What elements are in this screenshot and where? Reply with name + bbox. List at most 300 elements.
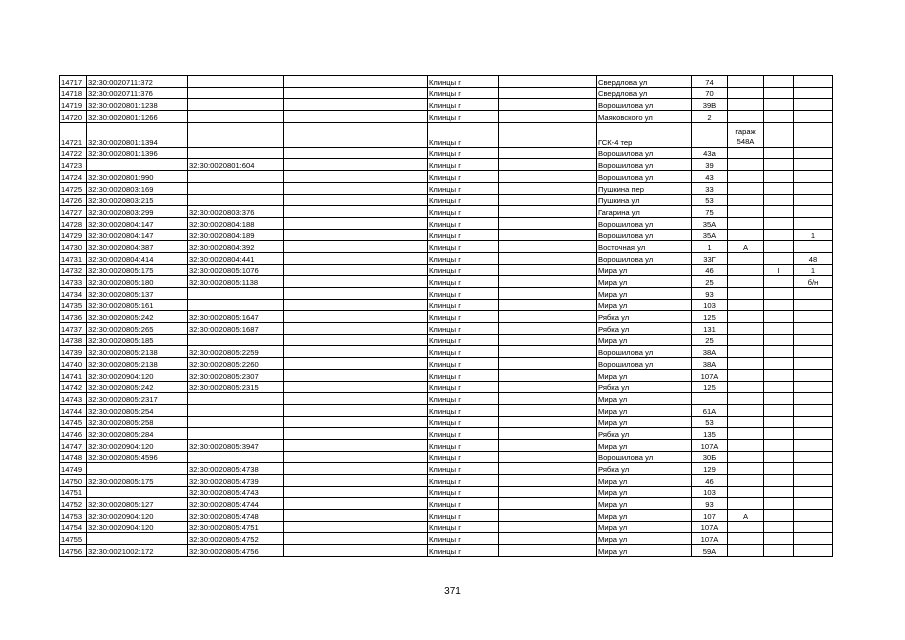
cell-city: Клинцы г <box>428 498 499 510</box>
cell-parent-cadastral-number: 32:30:0020803:376 <box>188 206 284 218</box>
cell-blank-column <box>499 299 597 311</box>
cell-building <box>728 498 764 510</box>
cell-blank-column <box>284 498 428 510</box>
cell-house-number: 59А <box>692 545 728 557</box>
cell-house-number: 33Г <box>692 252 728 264</box>
table-row <box>60 159 833 171</box>
cell-blank-column <box>284 99 428 111</box>
page-number: 371 <box>444 586 461 597</box>
table-row <box>60 346 833 358</box>
cell-structure <box>764 241 794 253</box>
cell-blank-column <box>499 241 597 253</box>
cell-apartment <box>794 206 833 218</box>
cell-structure <box>764 99 794 111</box>
cell-blank-column <box>284 404 428 416</box>
cell-row-number: 14737 <box>60 323 87 335</box>
cell-structure <box>764 369 794 381</box>
cell-city: Клинцы г <box>428 311 499 323</box>
cell-parent-cadastral-number <box>188 451 284 463</box>
cell-blank-column <box>499 252 597 264</box>
table-row <box>60 498 833 510</box>
cell-city: Клинцы г <box>428 323 499 335</box>
registry-table-body <box>60 76 833 557</box>
cell-apartment <box>794 346 833 358</box>
cell-blank-column <box>284 439 428 451</box>
cell-city: Клинцы г <box>428 334 499 346</box>
cell-parent-cadastral-number <box>188 428 284 440</box>
cell-building <box>728 428 764 440</box>
cell-structure <box>764 194 794 206</box>
cell-row-number: 14719 <box>60 99 87 111</box>
cell-parent-cadastral-number: 32:30:0020805:2260 <box>188 358 284 370</box>
cell-house-number: 43 <box>692 171 728 183</box>
cell-building <box>728 475 764 487</box>
cell-house-number: 43а <box>692 147 728 159</box>
cell-row-number: 14754 <box>60 521 87 533</box>
cell-parent-cadastral-number <box>188 334 284 346</box>
cell-blank-column <box>284 276 428 288</box>
cell-blank-column <box>284 533 428 545</box>
cell-structure <box>764 475 794 487</box>
cell-cadastral-number: 32:30:0021002:172 <box>87 545 188 557</box>
cell-row-number: 14720 <box>60 111 87 123</box>
cell-house-number: 107 <box>692 510 728 522</box>
cell-street: Ворошилова ул <box>597 99 692 111</box>
cell-blank-column <box>284 334 428 346</box>
cell-building <box>728 439 764 451</box>
table-row <box>60 99 833 111</box>
cell-parent-cadastral-number: 32:30:0020805:1687 <box>188 323 284 335</box>
cell-street: Ворошилова ул <box>597 346 692 358</box>
cell-row-number: 14726 <box>60 194 87 206</box>
cell-row-number: 14731 <box>60 252 87 264</box>
cell-structure <box>764 323 794 335</box>
cell-apartment <box>794 182 833 194</box>
cell-parent-cadastral-number <box>188 194 284 206</box>
cell-apartment <box>794 475 833 487</box>
cell-street: Мира ул <box>597 439 692 451</box>
cell-blank-column <box>499 206 597 218</box>
cell-city: Клинцы г <box>428 241 499 253</box>
cell-house-number: 93 <box>692 288 728 300</box>
cell-blank-column <box>499 428 597 440</box>
cell-blank-column <box>499 416 597 428</box>
cell-blank-column <box>499 111 597 123</box>
cell-structure <box>764 358 794 370</box>
table-row <box>60 334 833 346</box>
cell-building <box>728 111 764 123</box>
cell-house-number: 1 <box>692 241 728 253</box>
table-row <box>60 521 833 533</box>
cell-cadastral-number: 32:30:0020801:1266 <box>87 111 188 123</box>
cell-building <box>728 87 764 99</box>
cell-apartment <box>794 381 833 393</box>
table-row <box>60 299 833 311</box>
cell-row-number: 14727 <box>60 206 87 218</box>
cell-parent-cadastral-number <box>188 147 284 159</box>
cell-structure <box>764 393 794 405</box>
cell-blank-column <box>499 171 597 183</box>
registry-table <box>59 75 833 557</box>
cell-cadastral-number <box>87 486 188 498</box>
cell-blank-column <box>284 147 428 159</box>
cell-parent-cadastral-number: 32:30:0020805:2259 <box>188 346 284 358</box>
cell-apartment: 1 <box>794 264 833 276</box>
cell-parent-cadastral-number <box>188 288 284 300</box>
cell-building <box>728 217 764 229</box>
cell-building: А <box>728 241 764 253</box>
cell-house-number: 107А <box>692 369 728 381</box>
cell-parent-cadastral-number: 32:30:0020805:2315 <box>188 381 284 393</box>
cell-blank-column <box>499 404 597 416</box>
cell-structure <box>764 122 794 147</box>
cell-blank-column <box>499 393 597 405</box>
cell-row-number: 14722 <box>60 147 87 159</box>
cell-structure <box>764 533 794 545</box>
cell-cadastral-number: 32:30:0020805:185 <box>87 334 188 346</box>
table-row <box>60 76 833 88</box>
cell-structure <box>764 404 794 416</box>
cell-structure <box>764 416 794 428</box>
cell-structure <box>764 276 794 288</box>
cell-street: Ворошилова ул <box>597 159 692 171</box>
cell-building <box>728 299 764 311</box>
cell-house-number: 107А <box>692 533 728 545</box>
cell-apartment <box>794 288 833 300</box>
cell-blank-column <box>499 76 597 88</box>
cell-apartment <box>794 439 833 451</box>
cell-apartment <box>794 217 833 229</box>
cell-city: Клинцы г <box>428 393 499 405</box>
cell-row-number: 14748 <box>60 451 87 463</box>
cell-city: Клинцы г <box>428 510 499 522</box>
cell-structure <box>764 111 794 123</box>
cell-blank-column <box>499 369 597 381</box>
cell-cadastral-number: 32:30:0020803:215 <box>87 194 188 206</box>
cell-street: Мира ул <box>597 288 692 300</box>
cell-house-number: 38А <box>692 346 728 358</box>
cell-house-number: 61А <box>692 404 728 416</box>
cell-house-number: 46 <box>692 264 728 276</box>
cell-street: Мира ул <box>597 404 692 416</box>
table-row <box>60 111 833 123</box>
cell-cadastral-number: 32:30:0020803:169 <box>87 182 188 194</box>
cell-row-number: 14730 <box>60 241 87 253</box>
cell-structure <box>764 159 794 171</box>
cell-street: Мира ул <box>597 264 692 276</box>
cell-structure: I <box>764 264 794 276</box>
cell-building <box>728 264 764 276</box>
cell-apartment <box>794 111 833 123</box>
cell-blank-column <box>499 229 597 241</box>
cell-building <box>728 393 764 405</box>
cell-apartment <box>794 416 833 428</box>
cell-apartment <box>794 122 833 147</box>
cell-street: Гагарина ул <box>597 206 692 218</box>
cell-blank-column <box>499 99 597 111</box>
table-row <box>60 416 833 428</box>
cell-row-number: 14729 <box>60 229 87 241</box>
cell-parent-cadastral-number <box>188 404 284 416</box>
cell-house-number: 107А <box>692 521 728 533</box>
cell-parent-cadastral-number: 32:30:0020805:4738 <box>188 463 284 475</box>
cell-row-number: 14734 <box>60 288 87 300</box>
cell-street: Ворошилова ул <box>597 217 692 229</box>
cell-house-number: 2 <box>692 111 728 123</box>
cell-house-number: 74 <box>692 76 728 88</box>
cell-parent-cadastral-number: 32:30:0020804:392 <box>188 241 284 253</box>
cell-building <box>728 358 764 370</box>
cell-street: Рябка ул <box>597 323 692 335</box>
cell-parent-cadastral-number <box>188 393 284 405</box>
cell-house-number: 103 <box>692 486 728 498</box>
cell-building <box>728 147 764 159</box>
cell-house-number: 125 <box>692 381 728 393</box>
cell-row-number: 14736 <box>60 311 87 323</box>
cell-building <box>728 194 764 206</box>
cell-blank-column <box>499 288 597 300</box>
cell-apartment <box>794 358 833 370</box>
table-row <box>60 463 833 475</box>
cell-city: Клинцы г <box>428 111 499 123</box>
cell-city: Клинцы г <box>428 346 499 358</box>
cell-building <box>728 346 764 358</box>
cell-street: Мира ул <box>597 393 692 405</box>
cell-street: Ворошилова ул <box>597 229 692 241</box>
cell-cadastral-number: 32:30:0020804:414 <box>87 252 188 264</box>
cell-blank-column <box>499 510 597 522</box>
cell-blank-column <box>499 217 597 229</box>
cell-house-number: 46 <box>692 475 728 487</box>
cell-apartment: 1 <box>794 229 833 241</box>
cell-blank-column <box>284 510 428 522</box>
cell-cadastral-number: 32:30:0020805:2317 <box>87 393 188 405</box>
cell-city: Клинцы г <box>428 404 499 416</box>
cell-building <box>728 229 764 241</box>
table-row <box>60 510 833 522</box>
cell-blank-column <box>284 428 428 440</box>
cell-city: Клинцы г <box>428 486 499 498</box>
cell-row-number: 14725 <box>60 182 87 194</box>
table-row <box>60 288 833 300</box>
cell-parent-cadastral-number <box>188 122 284 147</box>
cell-cadastral-number: 32:30:0020805:127 <box>87 498 188 510</box>
cell-building <box>728 76 764 88</box>
cell-apartment <box>794 87 833 99</box>
cell-cadastral-number: 32:30:0020804:147 <box>87 217 188 229</box>
cell-house-number: 103 <box>692 299 728 311</box>
cell-structure <box>764 451 794 463</box>
cell-house-number: 135 <box>692 428 728 440</box>
cell-row-number: 14717 <box>60 76 87 88</box>
table-row <box>60 428 833 440</box>
cell-city: Клинцы г <box>428 159 499 171</box>
cell-parent-cadastral-number: 32:30:0020805:1647 <box>188 311 284 323</box>
cell-cadastral-number: 32:30:0020803:299 <box>87 206 188 218</box>
cell-house-number: 35А <box>692 229 728 241</box>
table-row <box>60 545 833 557</box>
cell-cadastral-number <box>87 159 188 171</box>
cell-city: Клинцы г <box>428 182 499 194</box>
cell-building: А <box>728 510 764 522</box>
cell-city: Клинцы г <box>428 369 499 381</box>
cell-row-number: 14740 <box>60 358 87 370</box>
cell-blank-column <box>284 241 428 253</box>
table-row <box>60 533 833 545</box>
cell-row-number: 14752 <box>60 498 87 510</box>
cell-blank-column <box>284 486 428 498</box>
cell-city: Клинцы г <box>428 416 499 428</box>
cell-building <box>728 486 764 498</box>
cell-structure <box>764 252 794 264</box>
table-row <box>60 276 833 288</box>
cell-apartment <box>794 369 833 381</box>
cell-blank-column <box>284 451 428 463</box>
cell-street: Рябка ул <box>597 311 692 323</box>
cell-street: Свердлова ул <box>597 76 692 88</box>
cell-blank-column <box>284 463 428 475</box>
cell-house-number: 70 <box>692 87 728 99</box>
cell-cadastral-number: 32:30:0020801:1238 <box>87 99 188 111</box>
cell-building <box>728 369 764 381</box>
cell-street: Мира ул <box>597 369 692 381</box>
cell-cadastral-number: 32:30:0020805:2138 <box>87 346 188 358</box>
table-row <box>60 369 833 381</box>
cell-cadastral-number: 32:30:0020805:242 <box>87 311 188 323</box>
cell-city: Клинцы г <box>428 264 499 276</box>
cell-blank-column <box>499 147 597 159</box>
cell-blank-column <box>499 87 597 99</box>
cell-row-number: 14724 <box>60 171 87 183</box>
cell-blank-column <box>499 463 597 475</box>
cell-city: Клинцы г <box>428 299 499 311</box>
cell-building <box>728 323 764 335</box>
table-row <box>60 87 833 99</box>
table-row <box>60 147 833 159</box>
cell-blank-column <box>284 229 428 241</box>
cell-blank-column <box>284 171 428 183</box>
cell-apartment: б/н <box>794 276 833 288</box>
cell-structure <box>764 381 794 393</box>
cell-street: Мира ул <box>597 416 692 428</box>
cell-parent-cadastral-number <box>188 76 284 88</box>
cell-blank-column <box>284 122 428 147</box>
cell-row-number: 14733 <box>60 276 87 288</box>
cell-street: Ворошилова ул <box>597 358 692 370</box>
cell-cadastral-number: 32:30:0020805:254 <box>87 404 188 416</box>
cell-street: Пушкина ул <box>597 194 692 206</box>
cell-house-number: 25 <box>692 276 728 288</box>
cell-street: Мира ул <box>597 498 692 510</box>
cell-street: Мира ул <box>597 299 692 311</box>
cell-street: Мира ул <box>597 334 692 346</box>
cell-blank-column <box>499 334 597 346</box>
cell-house-number: 107А <box>692 439 728 451</box>
cell-row-number: 14738 <box>60 334 87 346</box>
cell-city: Клинцы г <box>428 147 499 159</box>
cell-parent-cadastral-number <box>188 87 284 99</box>
cell-street: ГСК-4 тер <box>597 122 692 147</box>
cell-cadastral-number: 32:30:0020805:175 <box>87 264 188 276</box>
cell-blank-column <box>499 533 597 545</box>
cell-building <box>728 99 764 111</box>
cell-blank-column <box>284 323 428 335</box>
cell-structure <box>764 439 794 451</box>
cell-apartment <box>794 194 833 206</box>
table-row <box>60 206 833 218</box>
cell-house-number: 53 <box>692 416 728 428</box>
cell-blank-column <box>499 182 597 194</box>
table-row <box>60 486 833 498</box>
cell-apartment: 48 <box>794 252 833 264</box>
cell-cadastral-number: 32:30:0020805:258 <box>87 416 188 428</box>
cell-blank-column <box>499 498 597 510</box>
cell-city: Клинцы г <box>428 229 499 241</box>
cell-apartment <box>794 299 833 311</box>
cell-structure <box>764 463 794 475</box>
cell-apartment <box>794 323 833 335</box>
cell-parent-cadastral-number: 32:30:0020805:3947 <box>188 439 284 451</box>
cell-house-number: 39 <box>692 159 728 171</box>
cell-blank-column <box>284 358 428 370</box>
cell-blank-column <box>499 381 597 393</box>
cell-blank-column <box>284 111 428 123</box>
cell-row-number: 14745 <box>60 416 87 428</box>
cell-building <box>728 381 764 393</box>
cell-row-number: 14744 <box>60 404 87 416</box>
cell-building <box>728 288 764 300</box>
cell-house-number: 125 <box>692 311 728 323</box>
cell-street: Мира ул <box>597 486 692 498</box>
cell-house-number: 39В <box>692 99 728 111</box>
table-row <box>60 393 833 405</box>
cell-cadastral-number: 32:30:0020904:120 <box>87 439 188 451</box>
cell-cadastral-number: 32:30:0020711:376 <box>87 87 188 99</box>
cell-structure <box>764 206 794 218</box>
cell-city: Клинцы г <box>428 194 499 206</box>
cell-street: Рябка ул <box>597 463 692 475</box>
cell-city: Клинцы г <box>428 217 499 229</box>
cell-blank-column <box>284 76 428 88</box>
cell-blank-column <box>499 451 597 463</box>
cell-row-number: 14746 <box>60 428 87 440</box>
cell-apartment <box>794 147 833 159</box>
cell-cadastral-number: 32:30:0020801:1396 <box>87 147 188 159</box>
cell-blank-column <box>284 288 428 300</box>
cell-structure <box>764 346 794 358</box>
cell-street: Мира ул <box>597 510 692 522</box>
cell-blank-column <box>499 545 597 557</box>
cell-apartment <box>794 498 833 510</box>
cell-parent-cadastral-number <box>188 182 284 194</box>
cell-cadastral-number: 32:30:0020904:120 <box>87 369 188 381</box>
cell-blank-column <box>499 122 597 147</box>
cell-blank-column <box>284 87 428 99</box>
cell-parent-cadastral-number: 32:30:0020805:2307 <box>188 369 284 381</box>
cell-house-number: 131 <box>692 323 728 335</box>
cell-cadastral-number <box>87 533 188 545</box>
cell-cadastral-number: 32:30:0020711:372 <box>87 76 188 88</box>
cell-apartment <box>794 393 833 405</box>
cell-row-number: 14756 <box>60 545 87 557</box>
table-row <box>60 404 833 416</box>
cell-structure <box>764 510 794 522</box>
cell-apartment <box>794 451 833 463</box>
cell-city: Клинцы г <box>428 87 499 99</box>
cell-house-number: 129 <box>692 463 728 475</box>
cell-structure <box>764 334 794 346</box>
cell-cadastral-number: 32:30:0020904:120 <box>87 521 188 533</box>
